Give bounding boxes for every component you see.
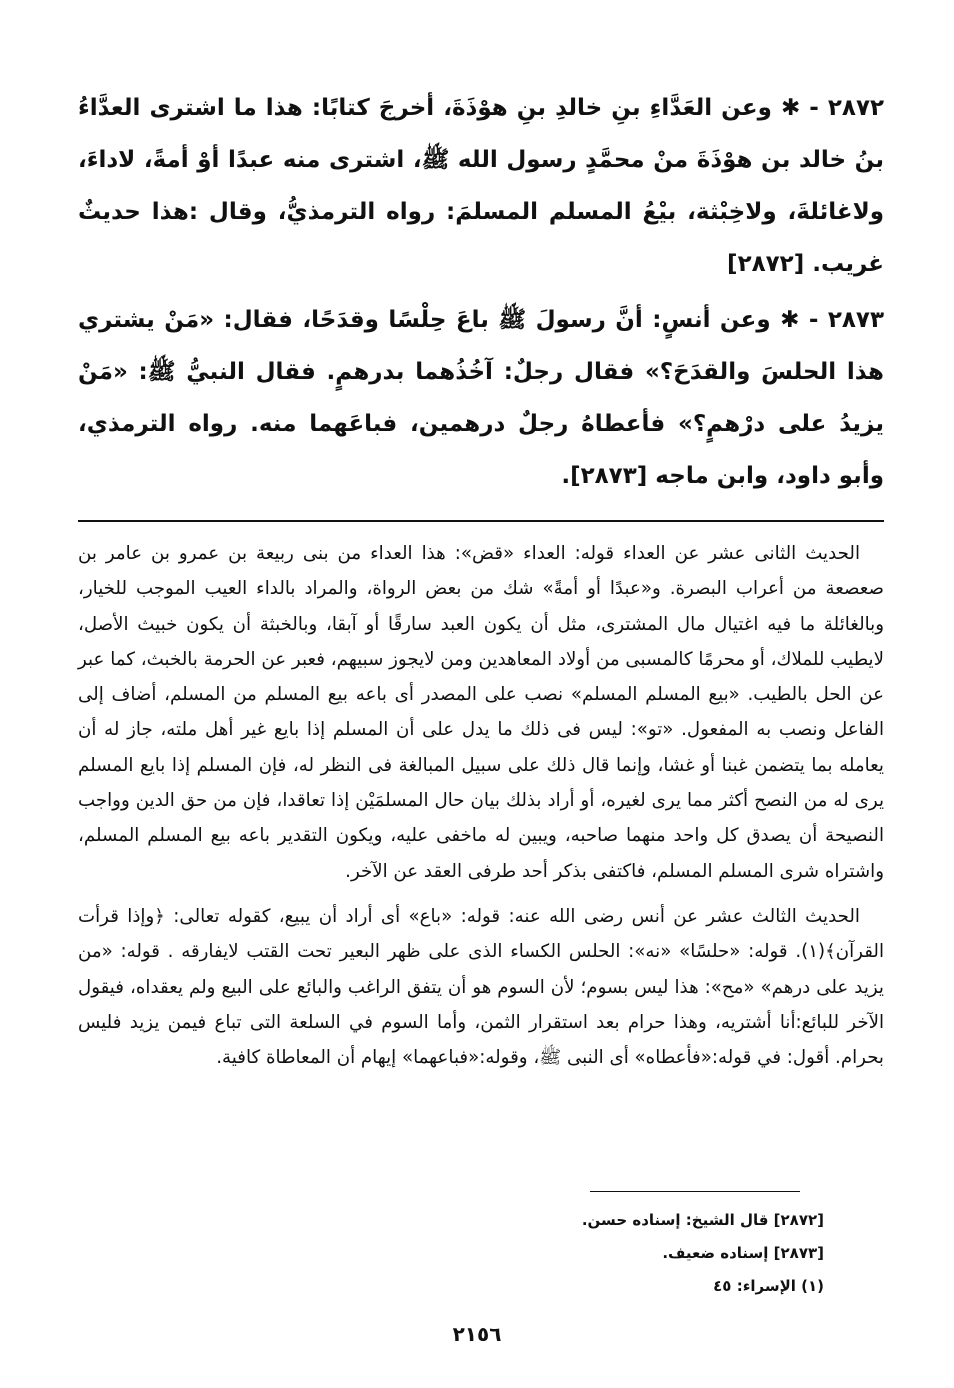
footnote: [٢٨٧٣] إسناده ضعيف. <box>662 1244 824 1262</box>
hadith-marker: - ✱ <box>780 307 819 333</box>
hadith-text: وعن العَدَّاءِ بنِ خالدِ بنِ هوْذَةَ، أخرجَ كتابًا: هذا ما اشترى العدَّاءُ بنُ خالد بن هوْذَةَ منْ محمَّدٍ رسول الله ﷺ، اشترى منه عبدًا أوْ أمةً، لاداءَ، ولاغائلةَ، ولاخِبْثة، بيْعُ المسلم المسلمَ: رواه الترمذيُّ، وقال :هذا حديثٌ غريب. <box>78 95 884 277</box>
footnotes <box>424 1204 824 1303</box>
footnote: (١) الإسراء: ٤٥ <box>713 1277 824 1295</box>
footnote: [٢٨٧٢] قال الشيخ: إسناده حسن. <box>581 1211 824 1229</box>
hadith-2872 <box>78 82 884 290</box>
commentary-paragraph: الحديث الثالث عشر عن أنس رضى الله عنه: قوله: «باع» أى أراد أن يبيع، كقوله تعالى: ﴿وإذا قرأت القرآن﴾(١). قوله: «حلسًا» «نه»: الحلس الكساء الذى على ظهر البعير تحت القتب لايفارقه . قوله: «من يزيد على درهم» «مح»: هذا ليس بسوم؛ لأن السوم هو أن يتفق الراغب والبائع على البيع ولم يعقداه، فيقول الآخر للبائع:أنا أشتريه، وهذا حرام بعد استقرار الثمن، وأما السوم في السلعة التى تباع فيمن يزيد فليس بحرام. أقول: في قوله:«فأعطاه» أى النبى ﷺ، وقوله:«فباعهما» إيهام أن المعاطاة كافية. <box>78 905 884 1069</box>
hadith-marker: - ✱ <box>780 95 819 121</box>
page-number: ٢١٥٦ <box>452 1322 502 1346</box>
hadith-ref: [٢٨٧٢] <box>727 251 805 277</box>
hadith-text: وعن أنسٍ: أنَّ رسولَ ﷺ باعَ حِلْسًا وقدَحًا، فقال: «مَنْ يشتري هذا الحلسَ والقدَحَ؟» فقال رجلٌ: آخُذُهما بدرهمٍ. فقال النبيُّ ﷺ: «مَنْ يزيدُ على درْهمٍ؟» فأعطاهُ رجلٌ درهمين، فباعَهما منه. رواه الترمذي، وأبو داود، وابن ماجه <box>78 307 884 489</box>
footnote-divider <box>590 1191 800 1192</box>
hadith-number: ٢٨٧٣ <box>827 307 885 333</box>
section-divider <box>78 520 884 522</box>
commentary-paragraph: الحديث الثانى عشر عن العداء قوله: العداء «قض»: هذا العداء من بنى ربيعة بن عمرو بن عامر بن صعصعة من أعراب البصرة. و«عبدًا أو أمةً» شك من بعض الرواة، والمراد بالداء العيب الموجب للخيار، وبالغائلة ما فيه اغتيال مال المشترى، مثل أن يكون العبد سارقًا أو آبقا، وبالخبثة أن يكون خبيث الأصل، لايطيب للملاك، أو محرمًا كالمسبى من أولاد المعاهدين ومن لايجوز سبيهم، فعبر عن الحرمة بالخبث، كما عبر عن الحل بالطيب. «بيع المسلم المسلم» نصب على المصدر أى باعه بيع المسلم من المسلم، أضاف إلى الفاعل ونصب به المفعول. «تو»: ليس فى ذلك ما يدل على أن المسلم إذا بايع غير أهل ملته، جاز له أن يعامله بما يتضمن غبنا أو غشا، وإنما قال ذلك على سبيل المبالغة فى النظر له، فإن المسلم إذا بايع المسلم يرى له من النصح أكثر مما يرى لغيره، أو أراد بذلك بيان حال المسلمَيْن إذا تعاقدا، فإن من حق الدين وواجب النصيحة أن يصدق كل واحد منهما صاحبه، ويبين له ماخفى عليه، ويكون التقدير باعه بيع المسلم المسلم، واشتراه شرى المسلم المسلم، فاكتفى بذكر أحد طرفى العقد عن الآخر. <box>78 543 884 882</box>
hadith-ref: [٢٨٧٣]. <box>561 463 648 489</box>
hadith-2873 <box>78 294 884 502</box>
hadith-number: ٢٨٧٢ <box>827 95 885 121</box>
page-body <box>78 82 884 1075</box>
